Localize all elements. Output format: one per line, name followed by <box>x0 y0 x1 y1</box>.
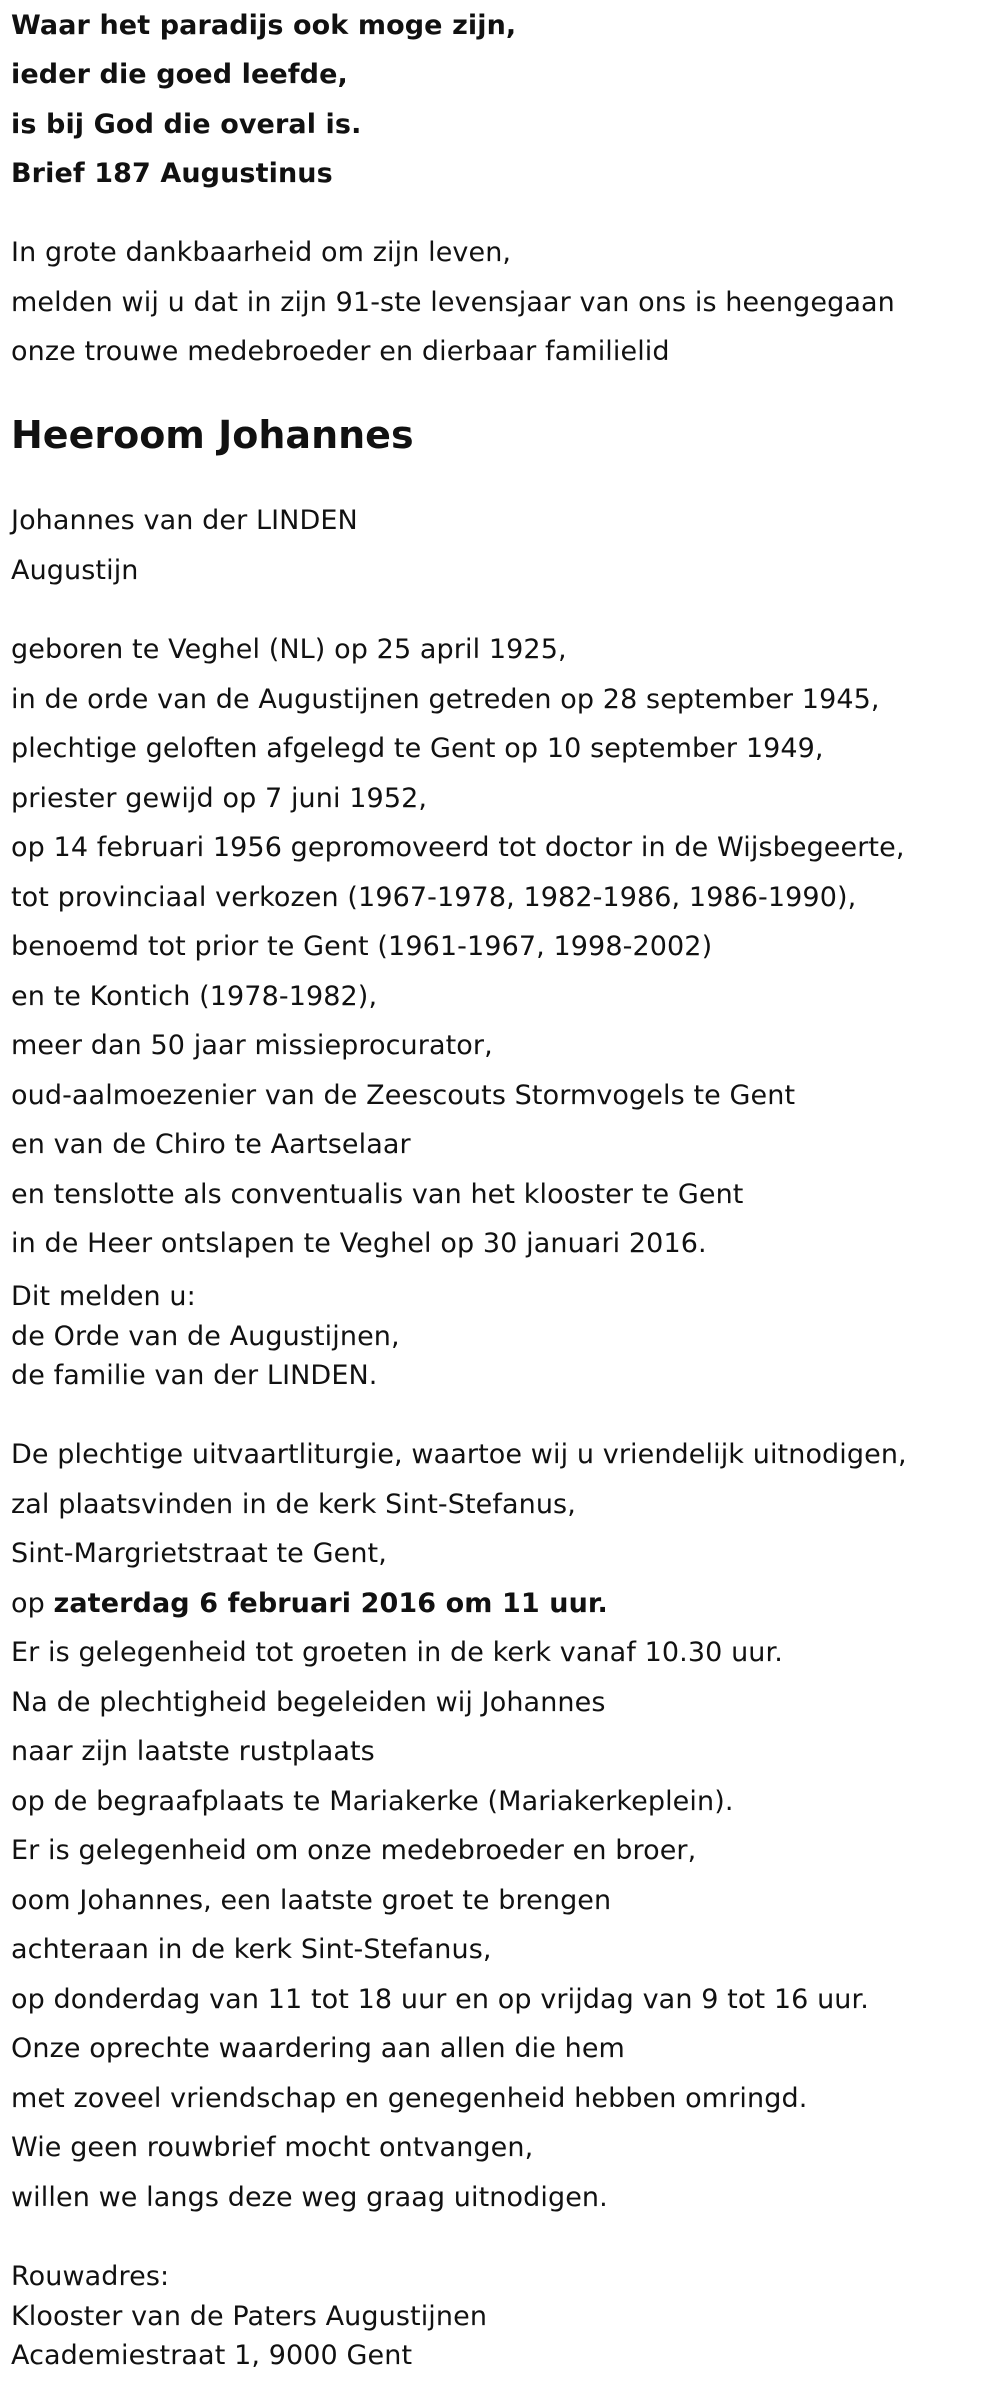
bio-line-2: in de orde van de Augustijnen getreden op 28 september 1945, <box>11 684 880 715</box>
announcers-line-3: de familie van der LINDEN. <box>11 1360 378 1391</box>
quote-line-2: ieder die goed leefde, <box>11 59 348 90</box>
bio-line-12: en tenslotte als conventualis van het klooster te Gent <box>11 1179 744 1210</box>
bio-line-4: priester gewijd op 7 juni 1952, <box>11 783 428 814</box>
address-line-2: Academiestraat 1, 9000 Gent <box>11 2340 413 2371</box>
funeral-line-14: met zoveel vriendschap en genegenheid hebben omringd. <box>11 2083 808 2114</box>
bio-line-10: oud-aalmoezenier van de Zeescouts Stormvogels te Gent <box>11 1080 796 1111</box>
quote-line-1: Waar het paradijs ook moge zijn, <box>11 10 517 41</box>
funeral-line-3: Sint-Margrietstraat te Gent, <box>11 1538 387 1569</box>
funeral-line-16: willen we langs deze weg graag uitnodigen. <box>11 2182 608 2213</box>
announcers-line-2: de Orde van de Augustijnen, <box>11 1321 400 1352</box>
bio-line-9: meer dan 50 jaar missieprocurator, <box>11 1030 493 1061</box>
intro-line-3: onze trouwe medebroeder en dierbaar familielid <box>11 336 670 367</box>
funeral-date-bold: zaterdag 6 februari 2016 om 11 uur. <box>53 1588 608 1619</box>
address-label: Rouwadres: <box>11 2261 170 2292</box>
bio-line-5: op 14 februari 1956 gepromoveerd tot doctor in de Wijsbegeerte, <box>11 832 905 863</box>
funeral-line-9: Er is gelegenheid om onze medebroeder en broer, <box>11 1835 697 1866</box>
funeral-line-10: oom Johannes, een laatste groet te brengen <box>11 1885 612 1916</box>
intro-line-1: In grote dankbaarheid om zijn leven, <box>11 237 512 268</box>
funeral-line-13: Onze oprechte waardering aan allen die hem <box>11 2033 625 2064</box>
funeral-line-8: op de begraafplaats te Mariakerke (Mariakerkeplein). <box>11 1786 734 1817</box>
funeral-date-prefix: op <box>11 1588 54 1619</box>
bio-line-6: tot provinciaal verkozen (1967-1978, 1982-1986, 1986-1990), <box>11 882 857 913</box>
funeral-line-12: op donderdag van 11 tot 18 uur en op vrijdag van 9 tot 16 uur. <box>11 1984 869 2015</box>
bio-line-8: en te Kontich (1978-1982), <box>11 981 378 1012</box>
funeral-line-7: naar zijn laatste rustplaats <box>11 1736 375 1767</box>
funeral-line-2: zal plaatsvinden in de kerk Sint-Stefanus, <box>11 1489 576 1520</box>
bio-line-1: geboren te Veghel (NL) op 25 april 1925, <box>11 634 567 665</box>
bio-line-7: benoemd tot prior te Gent (1961-1967, 1998-2002) <box>11 931 713 962</box>
announcers-line-1: Dit melden u: <box>11 1281 196 1312</box>
address-line-1: Klooster van de Paters Augustijnen <box>11 2301 488 2332</box>
bio-line-13: in de Heer ontslapen te Veghel op 30 januari 2016. <box>11 1228 707 1259</box>
quote-line-3: is bij God die overal is. <box>11 109 362 140</box>
deceased-order: Augustijn <box>11 555 139 586</box>
funeral-line-5: Er is gelegenheid tot groeten in de kerk vanaf 10.30 uur. <box>11 1637 783 1668</box>
quote-source: Brief 187 Augustinus <box>11 158 333 189</box>
funeral-line-1: De plechtige uitvaartliturgie, waartoe wij u vriendelijk uitnodigen, <box>11 1439 907 1470</box>
funeral-line-11: achteraan in de kerk Sint-Stefanus, <box>11 1934 492 1965</box>
bio-line-3: plechtige geloften afgelegd te Gent op 10 september 1949, <box>11 733 824 764</box>
funeral-line-15: Wie geen rouwbrief mocht ontvangen, <box>11 2132 534 2163</box>
deceased-full-name: Johannes van der LINDEN <box>11 505 358 536</box>
funeral-date <box>11 1587 608 1621</box>
deceased-title: Heeroom Johannes <box>11 413 414 457</box>
bio-line-11: en van de Chiro te Aartselaar <box>11 1129 411 1160</box>
intro-line-2: melden wij u dat in zijn 91-ste levensjaar van ons is heengegaan <box>11 287 895 318</box>
funeral-line-6: Na de plechtigheid begeleiden wij Johannes <box>11 1687 606 1718</box>
